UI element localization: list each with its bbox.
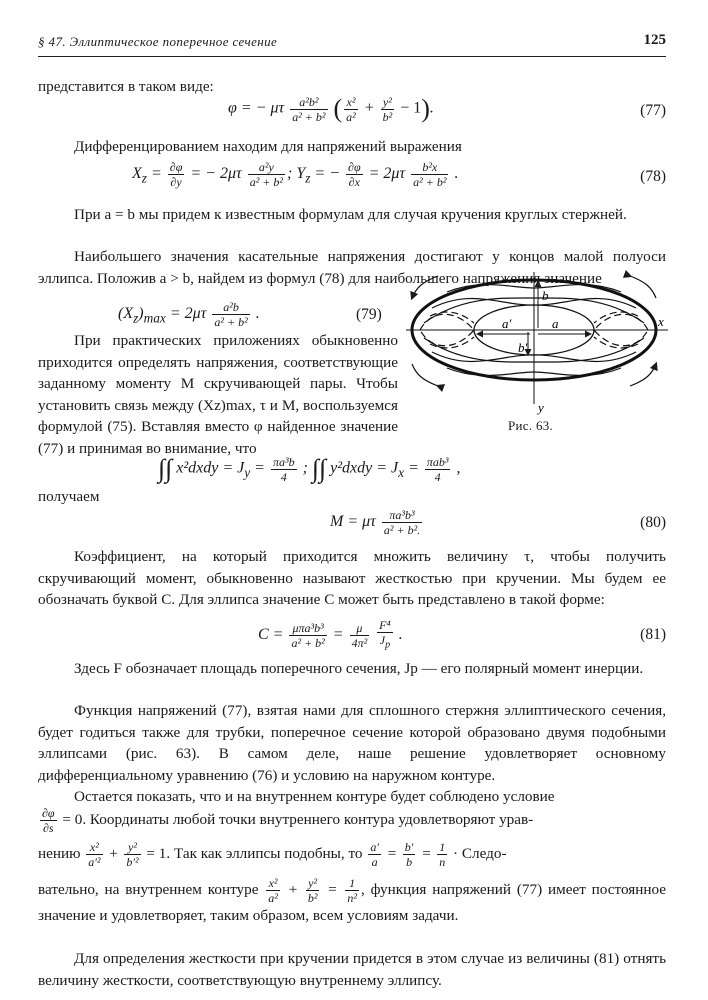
paragraph-1: представится в таком виде: (38, 78, 214, 95)
paragraph-10-text-b: = 0. Координаты любой точки внутреннего контура удовлетворяют урав- (62, 810, 534, 828)
equation-number-78: (78) (640, 168, 666, 185)
paragraph-11: Для определения жесткости при кручении придется в этом случае из величины (81) отнять величину жесткости, соответствующую внутреннему эллипсу. (38, 950, 666, 989)
running-header (38, 30, 666, 57)
paragraph-10-line-2: $\frac{\partial\varphi}{\partial s}$ = 0. Координаты любой точки внутреннего контура удовлетворяют урав- (42, 806, 534, 835)
paragraph-10-text-c: нению (38, 844, 81, 862)
equation-number-79: (79) (356, 306, 382, 323)
paragraph-10-line-4: вательно, на внутреннем контуре $\frac{\text{x²}}{\text{a²}}$ + $\frac{\text{y²}}{\text{b²}}$ = $\frac{1}{\text{n²}}$ , функция напряжений (77) имеет постоянное значение и удовлетворяет, таким образом, всем условиям задачи. (38, 876, 667, 924)
label-b-prime: b′ (518, 340, 528, 355)
equation-integrals: ∫∫ x²dxdy = $J_y$ = $\frac{\text{πa³b}}{4}$ ; ∫∫ y²dxdy = $J_x$ = $\frac{\text{πab³}}{4}$ , (158, 454, 461, 484)
equation-80: M = μτ $\frac{\text{πa³b³}}{\text{a² + b².}}$ (330, 508, 421, 537)
paragraph-9: Функция напряжений (77), взятая нами для сплошного стержня эллиптического сечения, будет годиться также для трубки, поперечное сечение которой образовано двумя подобными эллипсами (рис. 63). В самом деле, наше решение удовлетворяет основному дифференциальному уравнению (76) и условию на наружном контуре. (38, 702, 666, 784)
paragraph-10-text-f: вательно, на внутреннем контуре (38, 880, 259, 898)
figure-63-ellipse-section (402, 268, 684, 418)
equation-79: $(X_z)_{max} = 2\mu\tau$ $\frac{\text{a²b}}{\text{a² + b²}}$ . (118, 300, 260, 329)
paragraph-7: Коэффициент, на который приходится множить величину τ, чтобы получить скручивающий момент, обыкновенно называют жесткостью при кручении. Мы будем ее обозначать буквой C. Для эллипса значение C может быть представлено в такой форме: (38, 548, 666, 608)
label-a-prime: a′ (502, 316, 512, 331)
equation-number-80: (80) (640, 514, 666, 531)
equation-number-81: (81) (640, 626, 666, 643)
paragraph-4: Наибольшего значения касательные напряжения достигают у концов малой полуоси эллипса. Положив a > b, найдем из формул (78) для наибольшего напряжения значение (38, 248, 666, 287)
paragraph-5: При практических приложениях обыкновенно приходится определять напряжения, соответствующие заданному моменту M скручивающей пары. Чтобы установить связь между (Xz)max, τ и M, воспользуемся формулой (75). Вставляя вместо φ найденное значение (77) и принимая во внимание, что (38, 332, 398, 457)
paragraph-10-text-e: · Следо- (453, 844, 507, 862)
paragraph-10-text-d: = 1. Так как эллипсы подобны, то (146, 844, 363, 862)
label-y: y (538, 400, 544, 415)
label-x: x (658, 314, 664, 329)
paragraph-10-line-3: нению $\frac{\text{x²}}{\text{a′²}}$ + $\frac{\text{y²}}{\text{b′²}}$ = 1. Так как эллипсы подобны, то $\frac{a'}{a}$ = $\frac{b'}{b}$ = $\frac{1}{n}$ · Следо- (38, 840, 507, 869)
paragraph-3: При a = b мы придем к известным формулам для случая кручения круглых стержней. (74, 206, 627, 223)
figure-caption: Рис. 63. (508, 418, 554, 433)
paragraph-10-text-g: , функция напряжений (77) имеет постоянное значение и удовлетворяет, таким образом, всем условиям задачи. (38, 880, 667, 924)
equation-77: φ = − μτ $\frac{\text{a²b²}}{\text{a² + b²}}$ ( $\frac{\text{x²}}{\text{a²}}$ + $\frac{\text{y²}}{\text{b²}}$ − 1). (228, 94, 434, 124)
label-b: b (542, 288, 549, 303)
header-title: § 47. Эллиптическое поперечное сечение (38, 34, 278, 49)
paragraph-8: Здесь F обозначает площадь поперечного сечения, Jp — его полярный момент инерции. (74, 660, 644, 677)
paragraph-6: получаем (38, 488, 100, 505)
page-number: 125 (643, 32, 666, 48)
equation-78: $X_z$ = $\frac{\partial\varphi}{\partial y}$ = − 2μτ $\frac{\text{a²y}}{\text{a² + b²}}$ ; $Y_z$ = − $\frac{\partial\varphi}{\partial x}$ = 2μτ $\frac{\text{b²x}}{\text{a² + b²}}$ . (132, 160, 459, 189)
paragraph-10-line-1: Остается показать, что и на внутреннем контуре будет соблюдено условие (74, 788, 555, 805)
label-a: a (552, 316, 559, 331)
equation-81: C = $\frac{\text{μπa³b³}}{\text{a² + b²}}$ = $\frac{\mu}{\text{4π²}}$ $\frac{\text{F⁴}}{J_p}$ . (258, 618, 403, 651)
equation-number-77: (77) (640, 102, 666, 119)
paragraph-2: Дифференцированием находим для напряжений выражения (74, 138, 462, 155)
